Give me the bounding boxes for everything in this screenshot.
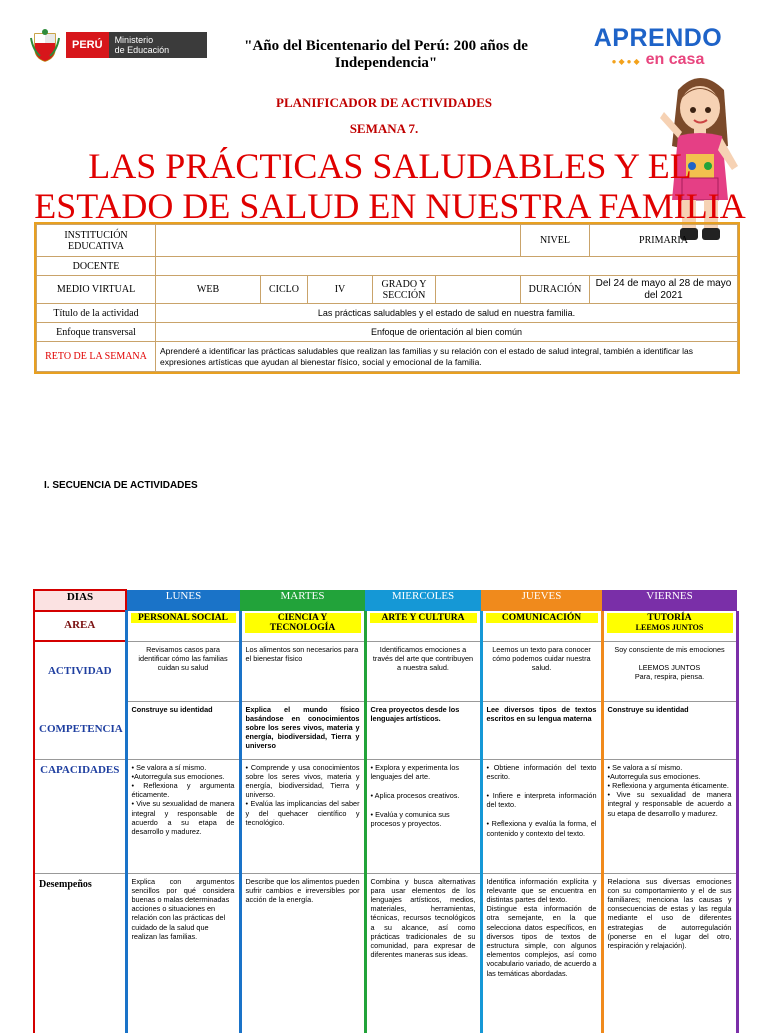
weekly-activities-table (33, 589, 736, 1033)
day-jueves: JUEVES (481, 590, 602, 611)
area-martes: CIENCIA Y TECNOLOGÍA (245, 613, 361, 633)
minedu-logo (30, 28, 207, 62)
capacidades-jueves (481, 759, 602, 873)
cap-miercoles-2: • Aplica procesos creativos. (370, 790, 460, 800)
cap-jueves-1: • Obtiene información del texto escrito. (486, 762, 597, 781)
enfoque-label: Enfoque transversal (37, 323, 156, 342)
cap-lunes-2: •Autorregula sus emociones. (131, 771, 225, 781)
planner-title: PLANIFICADOR DE ACTIVIDADES (276, 95, 492, 110)
des-lunes-1: Explica con argumentos sencillos por qué considera buenas o malas determinadas (131, 876, 235, 904)
cap-miercoles-1: • Explora y experimenta los lenguajes del arte. (370, 762, 460, 781)
area-jueves: COMUNICACIÓN (486, 613, 598, 623)
actividad-martes: Los alimentos son necesarios para el bienestar físico (240, 641, 365, 701)
cap-martes-1: • Comprende y usa conocimientos sobre los seres vivos, materia y energía, biodiversidad, Tierra y universo. (245, 762, 360, 800)
cap-miercoles-3: • Evalúa y comunica sus procesos y proyectos. (370, 810, 450, 829)
reto-label: RETO DE LA SEMANA (37, 342, 156, 372)
cap-jueves-3: • Reflexiona y evalúa la forma, el contenido y contexto del texto. (486, 819, 597, 838)
desempenos-viernes: Relaciona sus diversas emociones con su comportamiento y el de sus familiares; menciona las causas y consecuencias de estas y las regula mediante el uso de diferentes estrategias de autorregulación (ponerse en el lugar del otro, respiración y relajación). (602, 873, 737, 1033)
area-label: AREA (34, 611, 126, 641)
competencia-lunes: Construye su identidad (126, 701, 240, 759)
cap-lunes-1: • Se valora a sí mismo. (131, 762, 207, 772)
competencia-label: COMPETENCIA (34, 701, 126, 759)
actividad-viernes-text: Soy consciente de mis emociones (614, 644, 725, 654)
day-martes: MARTES (240, 590, 365, 611)
area-lunes: PERSONAL SOCIAL (131, 613, 236, 623)
actividad-lunes: Revisamos casos para identificar cómo las familias cuidan su salud (126, 641, 240, 701)
brand-main: APRENDO (593, 24, 723, 52)
day-viernes: VIERNES (602, 590, 737, 611)
actividad-viernes-extra2: Para, respira, piensa. (634, 671, 705, 681)
day-lunes: LUNES (126, 590, 240, 611)
desempenos-jueves (481, 873, 602, 1033)
des-jueves-1: Identifica información explícita y relevante que se encuentra en distintas partes del texto. (486, 876, 597, 904)
capacidades-lunes (126, 759, 240, 873)
reto-value: Aprenderé a identificar las prácticas saludables que realizan las familias y su relación con el estado de salud integral, también a identificar las expresiones artísticas que ayudan al bienestar físico, social y emocional de la familia. (156, 342, 738, 372)
competencia-viernes: Construye su identidad (602, 701, 737, 759)
ministry-label (109, 32, 207, 58)
cap-lunes-3: • Reflexiona y argumenta éticamente. (131, 780, 235, 800)
ministry-line2: de Educación (114, 45, 170, 55)
ciclo-value: IV (308, 276, 373, 304)
actividad-viernes (602, 641, 737, 701)
nivel-value: PRIMARIA (590, 225, 738, 257)
brand-sub: en casa (645, 51, 705, 68)
actividad-jueves: Leemos un texto para conocer cómo podemos cuidar nuestra salud. (481, 641, 602, 701)
main-title-line2: ESTADO DE SALUD EN NUESTRA FAMILIA (34, 186, 746, 226)
actividad-viernes-extra1: LEEMOS JUNTOS (638, 662, 701, 672)
medio-label: MEDIO VIRTUAL (37, 276, 156, 304)
titulo-label: Título de la actividad (37, 304, 156, 323)
week-number: SEMANA 7. (349, 121, 419, 136)
desempenos-label: Desempeños (34, 873, 126, 1033)
section-heading: I. SECUENCIA DE ACTIVIDADES (44, 480, 198, 491)
cap-jueves-2: • Infiere e interpreta información del texto. (486, 790, 597, 810)
institucion-label: INSTITUCIÓN EDUCATIVA (37, 225, 156, 257)
cap-viernes-2: •Autorregula sus emociones. (607, 771, 701, 781)
main-title-line1: LAS PRÁCTICAS SALUDABLES Y EL (88, 146, 692, 186)
titulo-value: Las prácticas saludables y el estado de salud en nuestra familia. (156, 304, 738, 323)
grado-value (436, 276, 521, 304)
general-info-table (34, 222, 740, 374)
area-miercoles: ARTE Y CULTURA (370, 613, 477, 623)
area-viernes-title: TUTORÍA (647, 613, 692, 623)
nivel-label: NIVEL (521, 225, 590, 257)
area-viernes-sub: LEEMOS JUNTOS (635, 623, 704, 632)
duracion-value: Del 24 de mayo al 28 de mayo del 2021 (590, 276, 738, 304)
medio-value: WEB (156, 276, 261, 304)
year-motto: "Año del Bicentenario del Perú: 200 años de Independencia" (244, 38, 528, 71)
desempenos-miercoles: Combina y busca alternativas para usar elementos de los lenguajes artísticos, medios, materiales, herramientas, técnicas, recursos tecnológicos a su alcance, así como prácticas tradicionales de su comunidad, para expresar de diferentes maneras sus ideas. (365, 873, 481, 1033)
cap-martes-2: • Evalúa las implicancias del saber y del quehacer científico y tecnológico. (245, 799, 360, 827)
docente-value (156, 257, 738, 276)
cap-viernes-1: • Se valora a sí mismo. (607, 762, 683, 772)
des-jueves-2: Distingue esta información de otra semejante, en la que selecciona datos específicos, en diversos tipos de textos de estructura simple, con algunos elementos complejos, así como vocabulario variado, de acuerdo a las temáticas abordadas. (486, 904, 597, 978)
desempenos-lunes (126, 873, 240, 1033)
peru-label: PERÚ (66, 32, 109, 58)
duracion-label: DURACIÓN (521, 276, 590, 304)
docente-label: DOCENTE (37, 257, 156, 276)
competencia-miercoles: Crea proyectos desde los lenguajes artísticos. (365, 701, 481, 759)
peru-shield-icon (30, 28, 60, 62)
brand-dots-icon: ●◆●◆ (611, 57, 642, 66)
actividad-miercoles: Identificamos emociones a través del arte que contribuyen a nuestra salud. (365, 641, 481, 701)
capacidades-label: CAPACIDADES (34, 759, 126, 873)
des-lunes-2: acciones o situaciones en relación con las prácticas del cuidado de la salud que realizan las familias. (131, 904, 226, 941)
ciclo-label: CICLO (261, 276, 308, 304)
capacidades-martes (240, 759, 365, 873)
enfoque-value: Enfoque de orientación al bien común (156, 323, 738, 342)
competencia-martes: Explica el mundo físico basándose en conocimientos sobre los seres vivos, materia y energía, biodiversidad, Tierra y universo (240, 701, 365, 759)
ministry-line1: Ministerio (114, 35, 154, 45)
dias-label: DIAS (34, 590, 126, 611)
area-viernes (607, 613, 733, 633)
aprendo-en-casa-logo (592, 24, 724, 70)
grado-label: GRADO Y SECCIÓN (373, 276, 436, 304)
institucion-value (156, 225, 521, 257)
cap-viernes-4: • Vive su sexualidad de manera integral y responsable de acuerdo a su etapa de desarrollo y madurez. (607, 790, 732, 818)
competencia-jueves: Lee diversos tipos de textos escritos en su lengua materna (481, 701, 602, 759)
actividad-label: ACTIVIDAD (34, 641, 126, 701)
capacidades-miercoles (365, 759, 481, 873)
desempenos-martes: Describe que los alimentos pueden sufrir cambios e irreversibles por acción de la energía. (240, 873, 365, 1033)
cap-lunes-4: • Vive su sexualidad de manera integral y responsable de acuerdo a su etapa de desarrollo y madurez. (131, 799, 235, 836)
cap-viernes-3: • Reflexiona y argumenta éticamente. (607, 780, 729, 790)
day-miercoles: MIERCOLES (365, 590, 481, 611)
main-title (20, 146, 760, 226)
capacidades-viernes (602, 759, 737, 873)
